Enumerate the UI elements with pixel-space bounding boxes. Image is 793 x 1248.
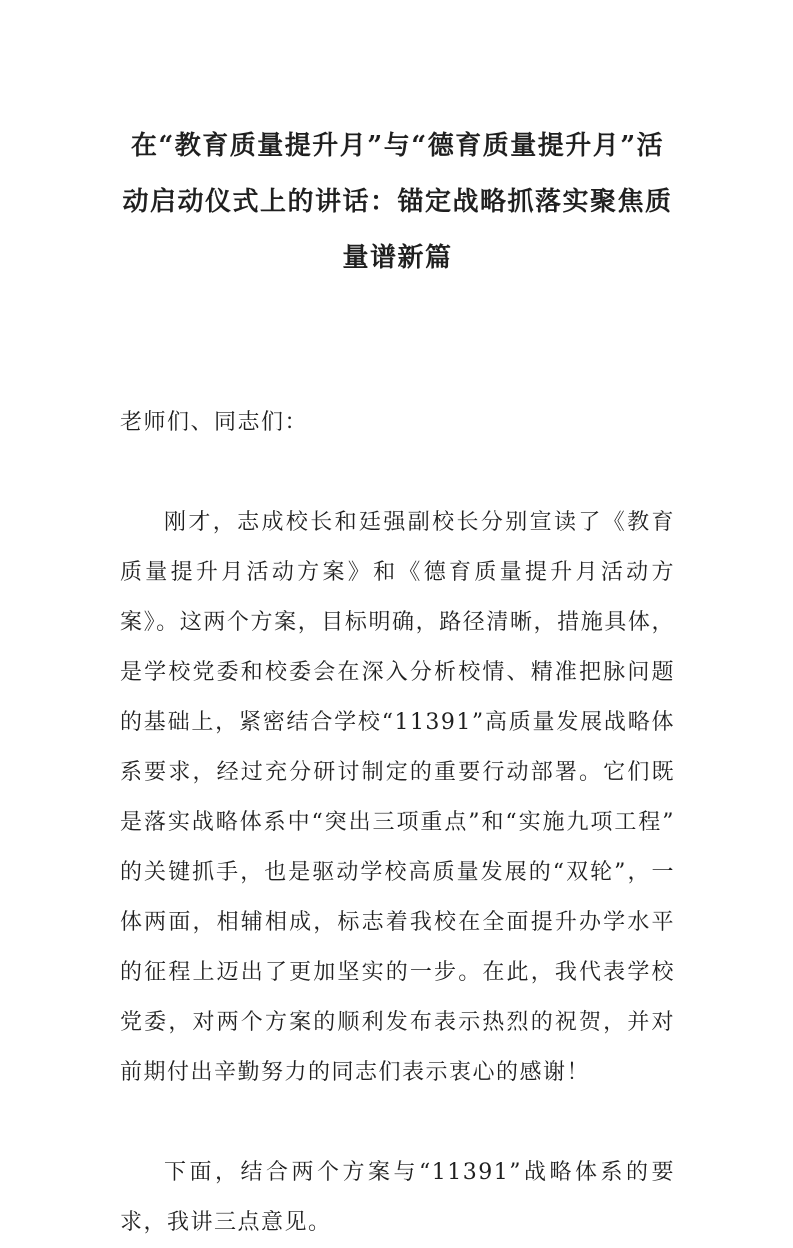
document-title: 在“教育质量提升月”与“德育质量提升月”活动启动仪式上的讲话：锚定战略抓落实聚焦质量谱新篇	[122, 131, 673, 273]
document-body	[120, 398, 675, 1248]
salutation-line: 老师们、同志们：	[120, 410, 309, 435]
body-paragraph-1: 刚才，志成校长和廷强副校长分别宣读了《教育质量提升月活动方案》和《德育质量提升月活动方案》。这两个方案，目标明确，路径清晰，措施具体，是学校党委和校委会在深入分析校情、精准把脉问题的基础上，紧密结合学校“11391”高质量发展战略体系要求，经过充分研讨制定的重要行动部署。它们既是落实战略体系中“突出三项重点”和“实施九项工程”的关键抓手，也是驱动学校高质量发展的“双轮”，一体两面，相辅相成，标志着我校在全面提升办学水平的征程上迈出了更加坚实的一步。在此，我代表学校党委，对两个方案的顺利发布表示热烈的祝贺，并对前期付出辛勤努力的同志们表示衷心的感谢！	[120, 510, 675, 1085]
body-paragraph-2: 下面，结合两个方案与“11391”战略体系的要求，我讲三点意见。	[120, 1160, 675, 1235]
